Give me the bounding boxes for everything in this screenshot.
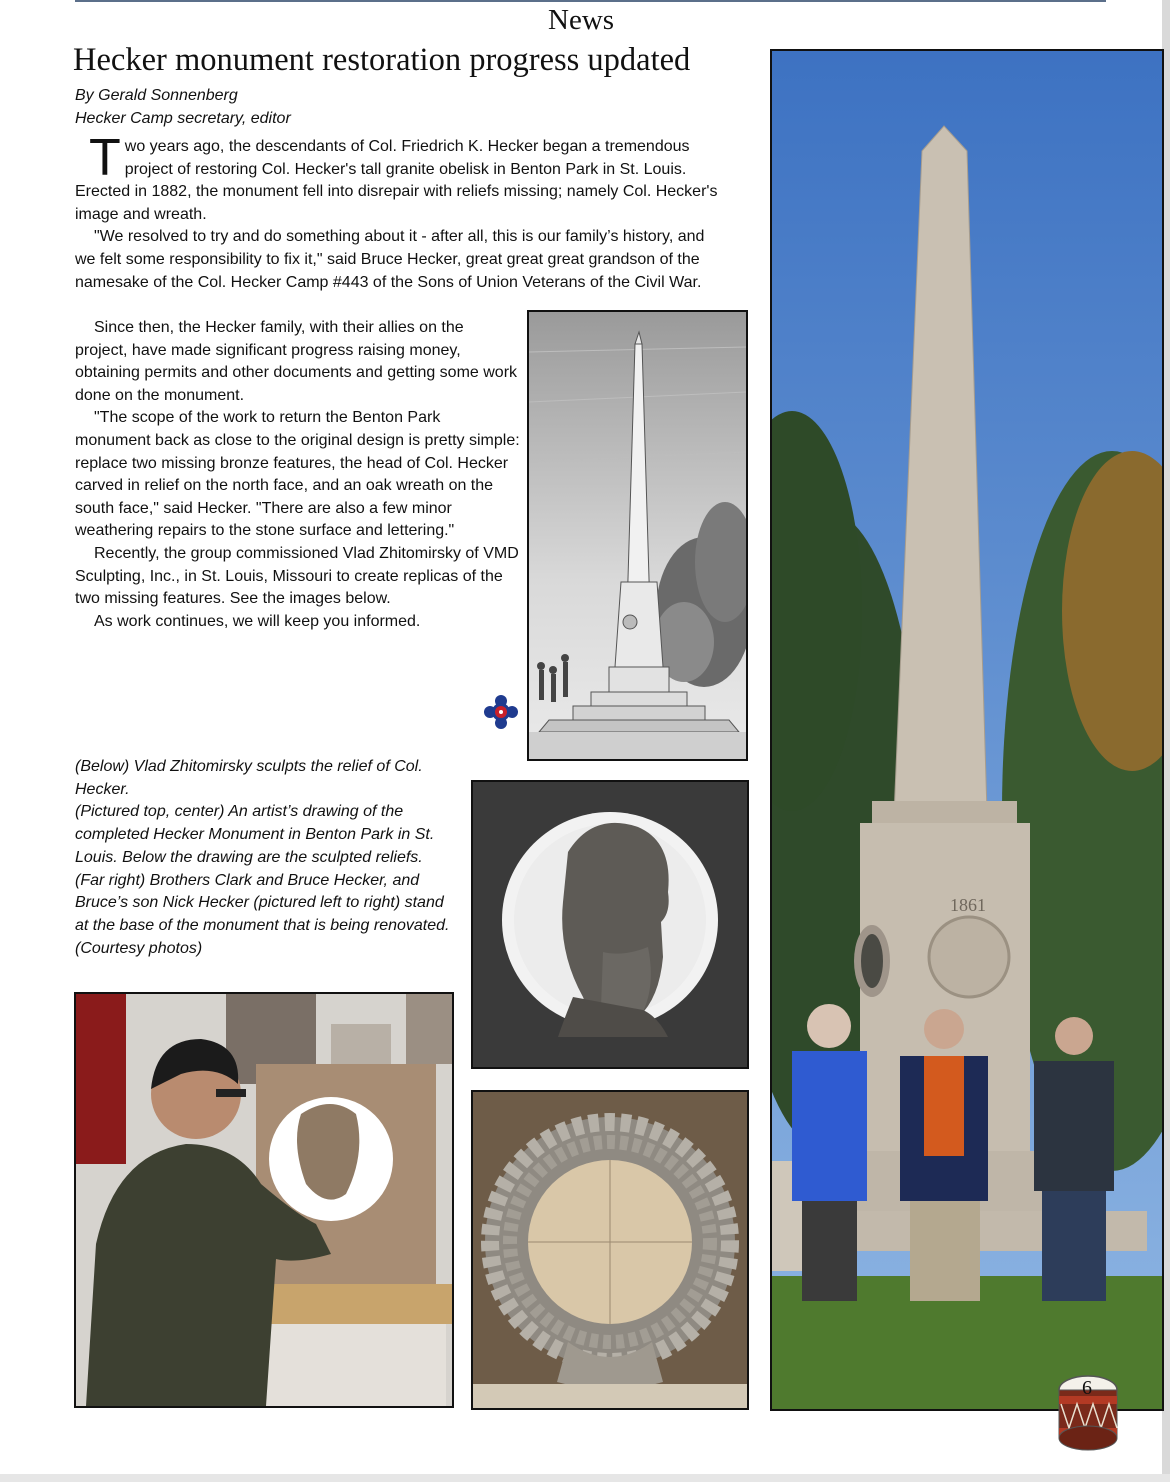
article-body-top <box>75 129 723 294</box>
article-paragraph-6: As work continues, we will keep you informed. <box>94 612 421 630</box>
photo-caption <box>75 756 455 960</box>
byline-role: Hecker Camp secretary, editor <box>75 109 291 127</box>
hecker-head-relief-photo <box>471 780 749 1069</box>
byline-author: By Gerald Sonnenberg <box>75 87 238 104</box>
article-paragraph-5: Recently, the group commissioned Vlad Zhitomirsky of VMD Sculpting, Inc., in St. Louis, Missouri to create replicas of the two missing features. See the images below. <box>75 544 519 608</box>
page-bottom-strip <box>0 1474 1170 1482</box>
caption-line-2: (Pictured top, center) An artist’s drawing of the completed Hecker Monument in Benton Park in St. Louis. Below the drawing are the sculpted reliefs. <box>75 803 435 866</box>
sculptor-photo <box>74 992 454 1408</box>
byline <box>75 85 291 130</box>
article-paragraph-3: Since then, the Hecker family, with their allies on the project, have made significant progress raising money, obtaining permits and other documents and getting some work done on the monument. <box>75 319 518 404</box>
page-number: 6 <box>1082 1377 1092 1399</box>
top-rule <box>75 0 1106 2</box>
monument-year-text: 1861 <box>950 895 986 915</box>
monument-drawing-photo <box>527 310 748 761</box>
caption-line-3: (Far right) Brothers Clark and Bruce Hecker, and Bruce’s son Nick Hecker (pictured left to right) stand at the base of the monument that is being renovated. (Courtesy photos) <box>75 871 450 957</box>
wreath-relief-photo <box>471 1090 749 1410</box>
monument-photo <box>770 49 1164 1411</box>
section-title: News <box>548 4 615 36</box>
drop-cap: T <box>89 129 121 187</box>
caption-line-1: (Below) Vlad Zhitomirsky sculpts the relief of Col. Hecker. <box>75 758 423 798</box>
article-paragraph-2: "We resolved to try and do something about it - after all, this is our family’s history, and we felt some responsibility to fix it," said Bruce Hecker, great great great grandson of the namesake of the Col. Hecker Camp #443 of the Sons of Union Veterans of the Civil War. <box>75 228 705 291</box>
headline: Hecker monument restoration progress updated <box>73 42 691 78</box>
article-paragraph-1: Two years ago, the descendants of Col. Friedrich K. Hecker began a tremendous project of restoring Col. Hecker's tall granite obelisk in Benton Park in St. Louis. Erected in 1882, the monument fell into disrepair with reliefs missing; namely Col. Hecker's image and wreath. <box>75 129 718 223</box>
article-body-column <box>75 317 520 633</box>
union-badge-icon <box>483 694 519 735</box>
article-paragraph-4: "The scope of the work to return the Benton Park monument back as close to the original design is pretty simple: replace two missing bronze features, the head of Col. Hecker carved in relief on the north face, and an oak wreath on the south face," said Hecker. "There are also a few minor weathering repairs to the stone surface and lettering." <box>75 409 520 540</box>
